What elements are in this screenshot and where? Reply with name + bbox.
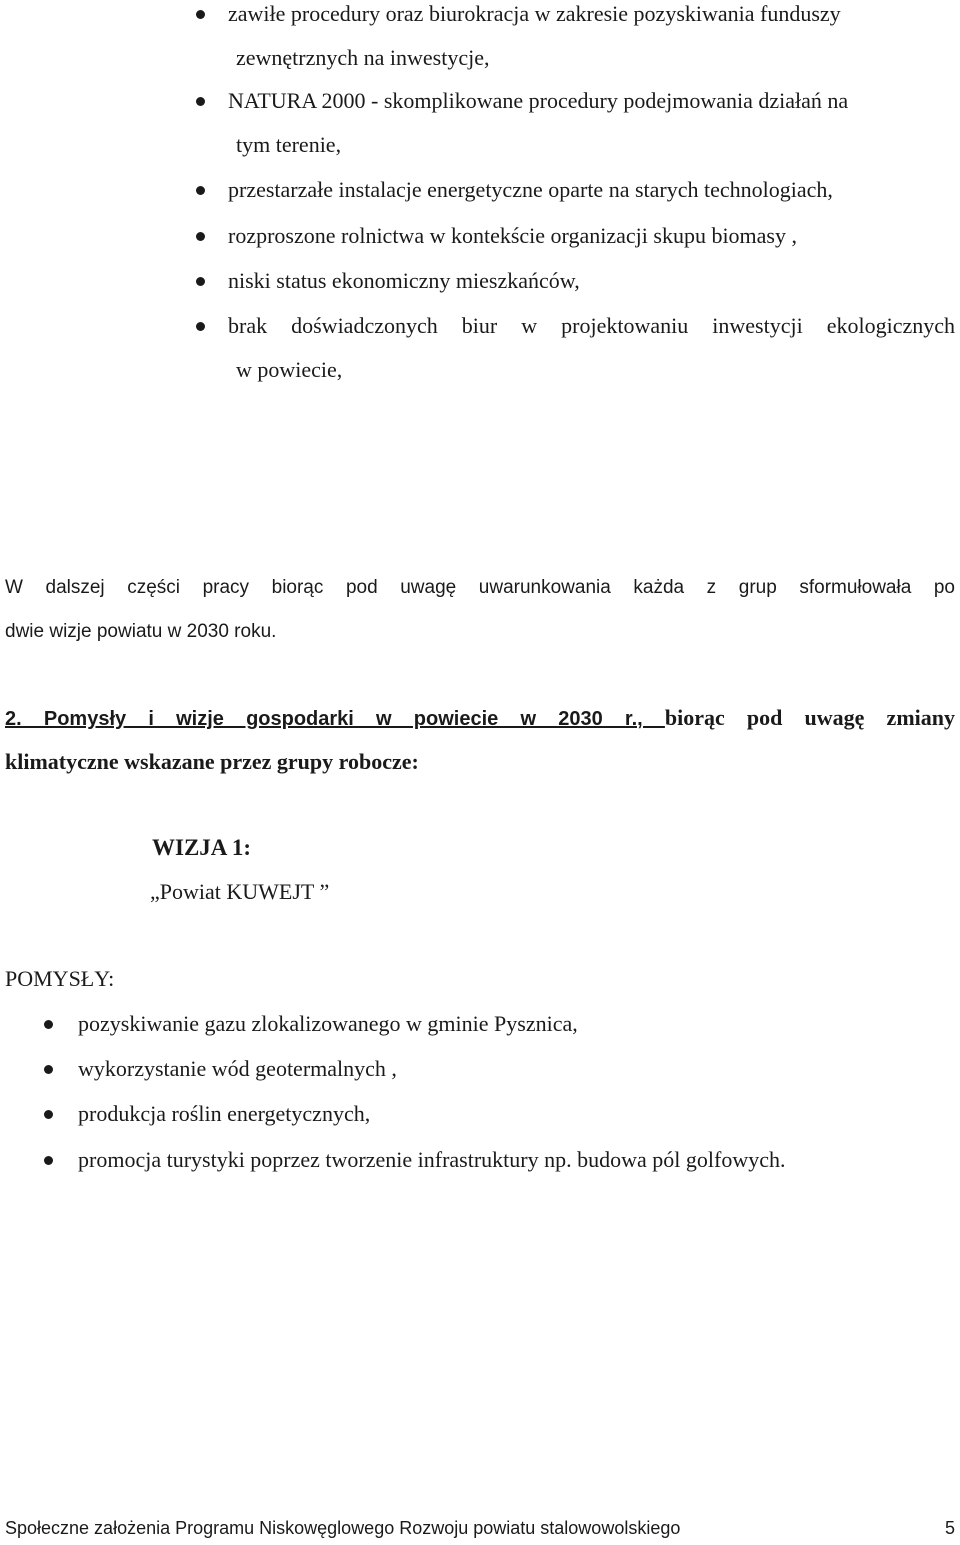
list-item-text: w powiecie, xyxy=(236,357,343,382)
list-item-text: produkcja roślin energetycznych, xyxy=(78,1101,371,1126)
list-item-text: rozproszone rolnictwa w kontekście organizacji skupu biomasy , xyxy=(228,223,797,248)
ideas-label: POMYSŁY: xyxy=(5,966,115,991)
list-item-text: brak doświadczonych biur w projektowaniu inwestycji ekologicznych xyxy=(228,313,955,338)
bullet-icon xyxy=(196,10,205,19)
bullet-icon xyxy=(44,1156,53,1165)
bullet-icon xyxy=(196,232,205,241)
list-item-text: promocja turystyki poprzez tworzenie infrastruktury np. budowa pól golfowych. xyxy=(78,1147,786,1172)
list-item-text: przestarzałe instalacje energetyczne oparte na starych technologiach, xyxy=(228,177,833,202)
list-item-text: niski status ekonomiczny mieszkańców, xyxy=(228,268,580,293)
heading-rest: biorąc pod uwagę zmiany xyxy=(664,705,955,730)
list-item-text: zawiłe procedury oraz biurokracja w zakresie pozyskiwania funduszy xyxy=(228,1,841,26)
bullet-icon xyxy=(196,97,205,106)
list-item-text: tym terenie, xyxy=(236,132,342,157)
bullet-icon xyxy=(196,186,205,195)
list-item-text: wykorzystanie wód geotermalnych , xyxy=(78,1056,397,1081)
paragraph-line: W dalszej części pracy biorąc pod uwagę uwarunkowania każda z grup sformułowała po xyxy=(5,577,955,598)
footer-title: Społeczne założenia Programu Niskowęglowego Rozwoju powiatu stalowowolskiego xyxy=(5,1518,681,1538)
heading-line: klimatyczne wskazane przez grupy robocze: xyxy=(5,749,419,774)
bullet-icon xyxy=(196,322,205,331)
heading-line xyxy=(5,704,955,733)
heading-underlined: 2. Pomysły i wizje gospodarki w powiecie w 2030 r., xyxy=(5,708,665,730)
vision-title: WIZJA 1: xyxy=(152,835,252,860)
bullet-icon xyxy=(44,1020,53,1029)
list-item-text: pozyskiwanie gazu zlokalizowanego w gminie Pysznica, xyxy=(78,1011,578,1036)
bullet-icon xyxy=(44,1110,53,1119)
vision-name: „Powiat KUWEJT ” xyxy=(150,879,330,904)
list-item-text: zewnętrznych na inwestycje, xyxy=(236,45,490,70)
paragraph-line: dwie wizje powiatu w 2030 roku. xyxy=(5,621,277,642)
list-item-text: NATURA 2000 - skomplikowane procedury podejmowania działań na xyxy=(228,88,849,113)
bullet-icon xyxy=(44,1065,53,1074)
page-number: 5 xyxy=(944,1518,955,1538)
bullet-icon xyxy=(196,277,205,286)
